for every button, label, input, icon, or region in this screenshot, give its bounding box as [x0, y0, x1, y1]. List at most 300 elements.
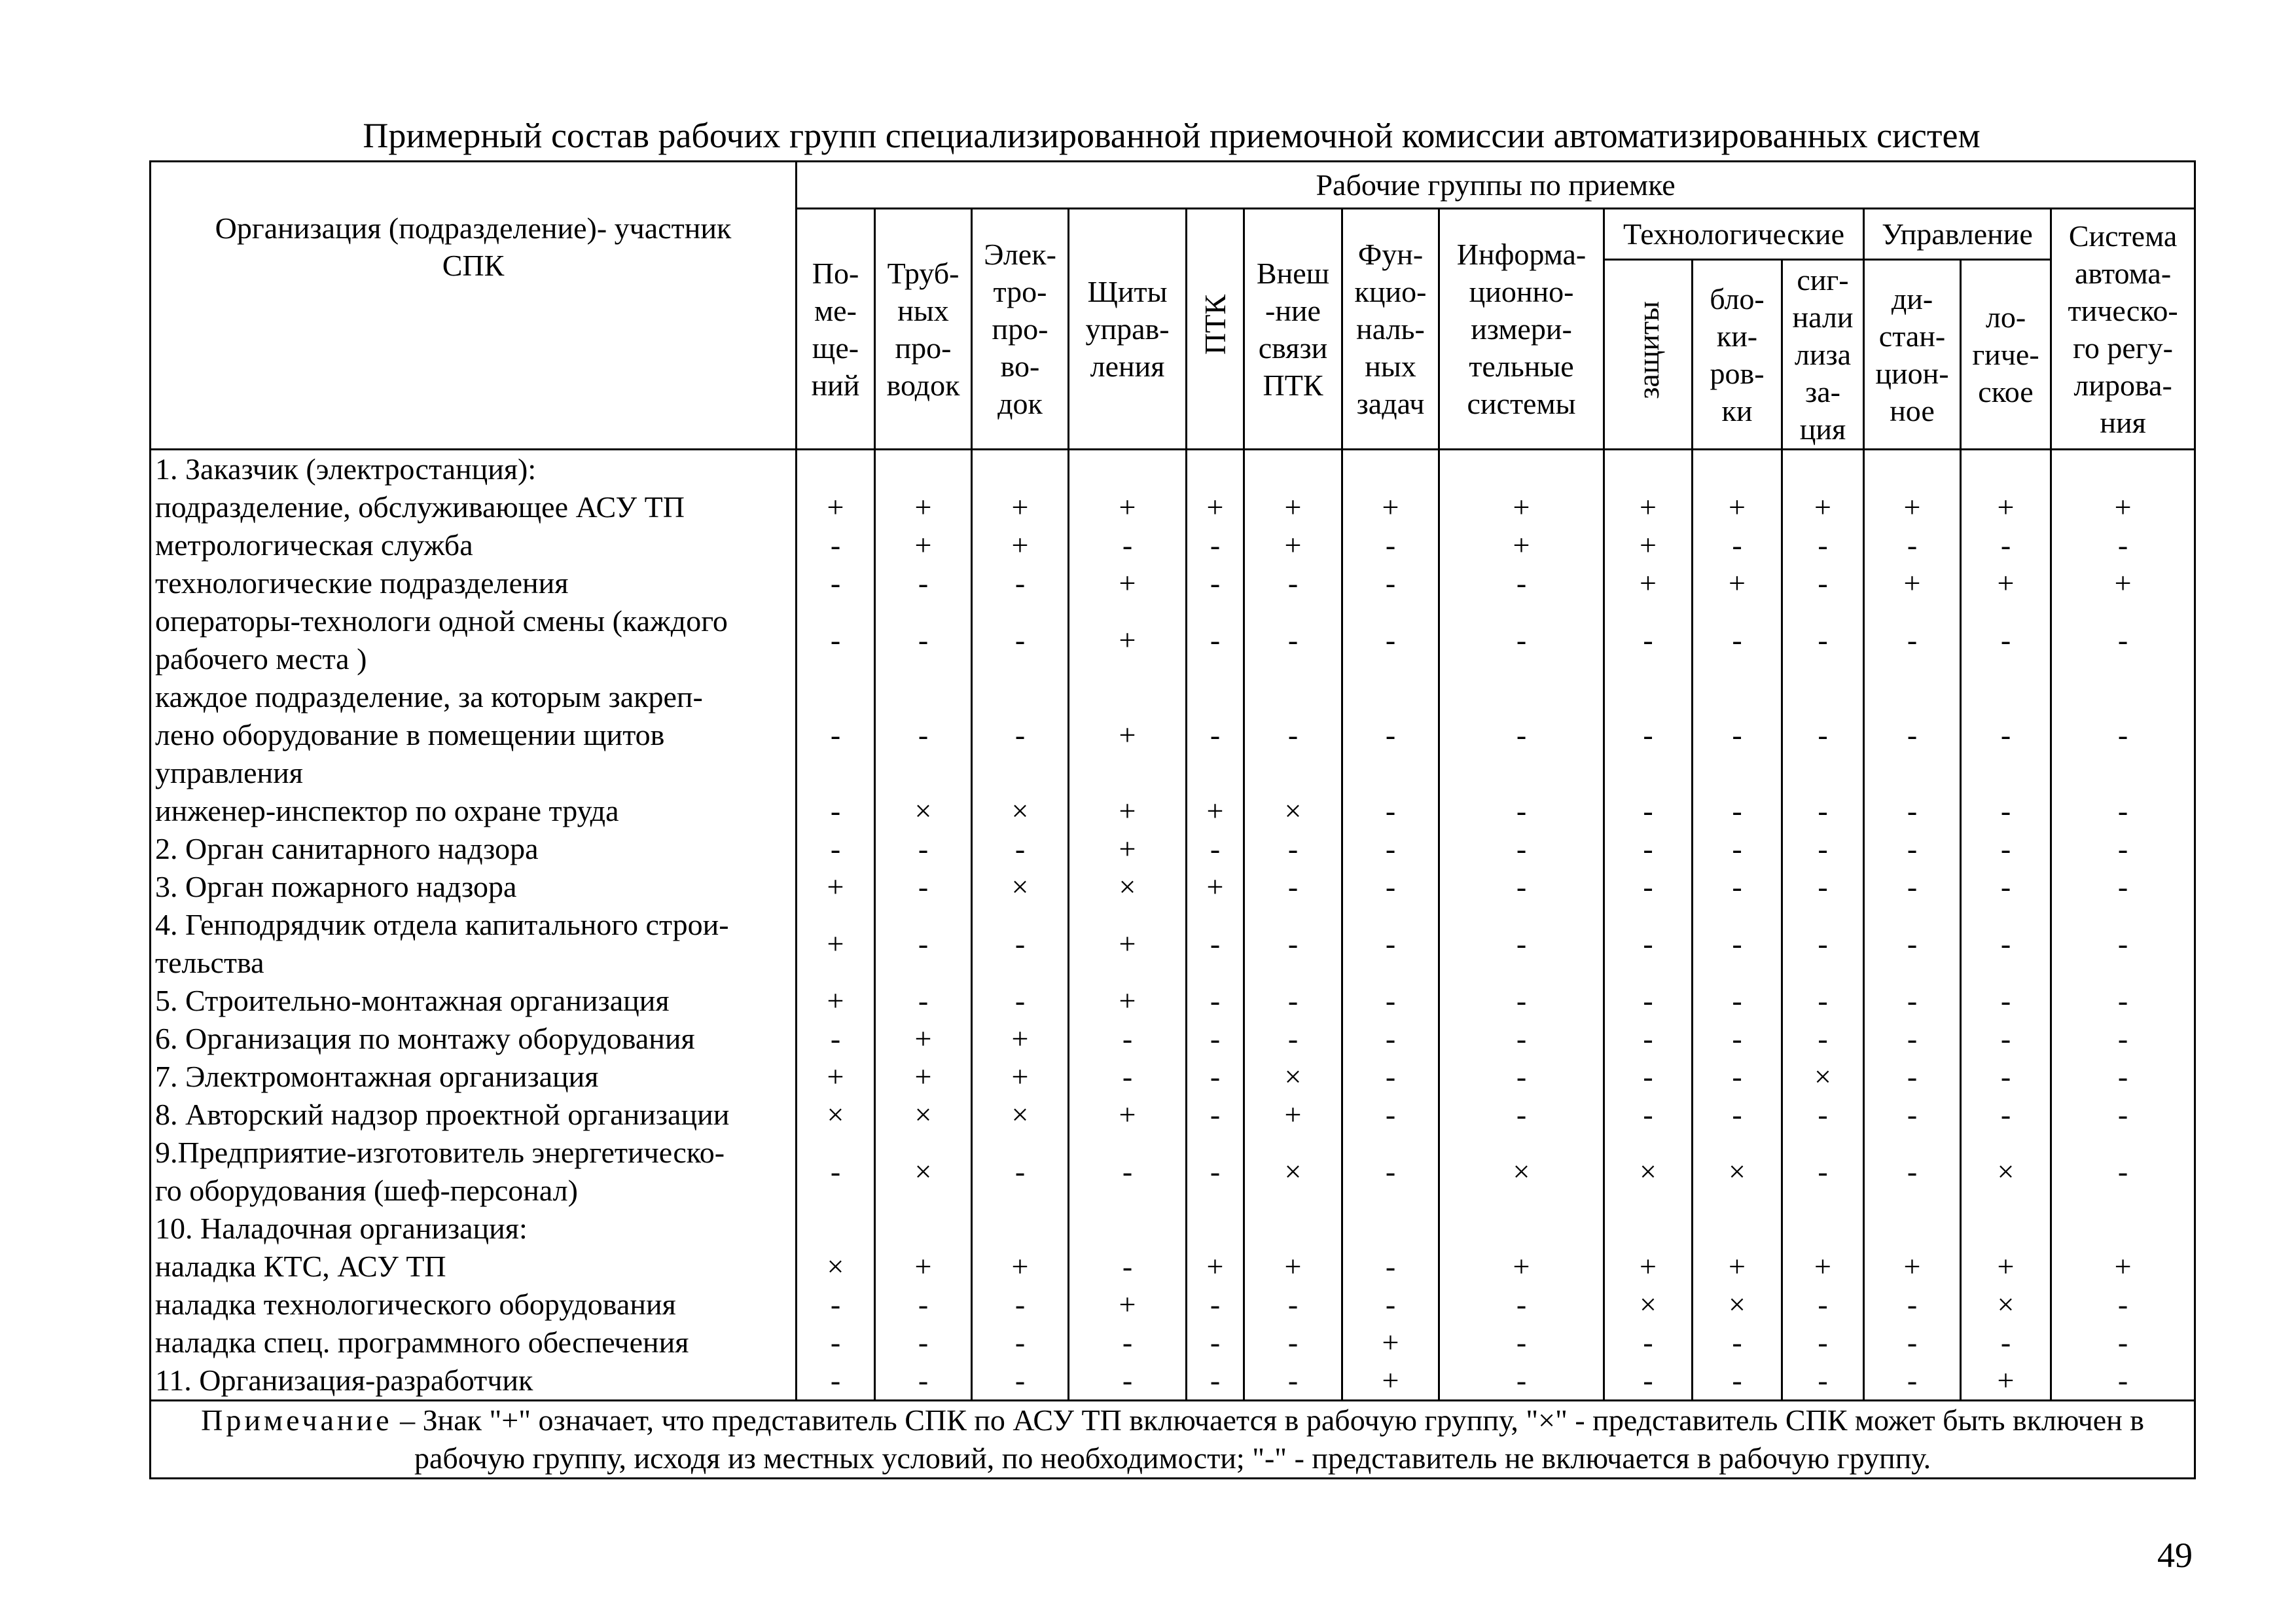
row-value: -: [972, 1134, 1069, 1210]
row-value: [1439, 1210, 1604, 1248]
row-label: 6. Организация по монтажу оборудования: [151, 1020, 797, 1058]
row-value: -: [1187, 1134, 1244, 1210]
header-col: [1604, 260, 1693, 450]
row-value: -: [1069, 1362, 1187, 1401]
row-value: -: [875, 1324, 972, 1362]
row-value: -: [1342, 1134, 1439, 1210]
row-value: -: [1244, 678, 1342, 792]
row-value: +: [1604, 526, 1693, 564]
row-value: +: [972, 1248, 1069, 1286]
row-value: +: [1244, 488, 1342, 526]
row-value: -: [1604, 602, 1693, 678]
row-label: каждое подразделение, за которым закреп- лено оборудование в помещении щитов управления: [151, 678, 797, 792]
row-value: -: [1244, 982, 1342, 1020]
row-value: -: [1782, 906, 1864, 982]
row-value: +: [797, 982, 875, 1020]
header-col: [1961, 260, 2051, 450]
row-value: +: [1782, 488, 1864, 526]
row-value: -: [1342, 678, 1439, 792]
row-value: -: [1342, 526, 1439, 564]
row-value: [1961, 1210, 2051, 1248]
row-value: -: [1604, 868, 1693, 906]
row-value: -: [1961, 1324, 2051, 1362]
row-label: 3. Орган пожарного надзора: [151, 868, 797, 906]
row-value: -: [875, 564, 972, 602]
row-value: -: [1342, 830, 1439, 868]
table-row: [151, 450, 2195, 489]
row-value: -: [1961, 1058, 2051, 1096]
row-value: -: [1244, 1020, 1342, 1058]
row-value: -: [972, 1286, 1069, 1324]
table-row: [151, 488, 2195, 526]
row-label: 4. Генподрядчик отдела капитального строи- тельства: [151, 906, 797, 982]
row-value: ×: [1439, 1134, 1604, 1210]
row-value: +: [1187, 792, 1244, 830]
row-value: ×: [1244, 1058, 1342, 1096]
row-value: -: [2051, 1134, 2195, 1210]
header-organization: [151, 162, 797, 450]
row-label: 9.Предприятие-изготовитель энергетическо- го оборудования (шеф-персонал): [151, 1134, 797, 1210]
row-value: -: [1864, 982, 1961, 1020]
row-value: -: [2051, 1324, 2195, 1362]
row-value: -: [1439, 868, 1604, 906]
row-value: -: [1782, 1134, 1864, 1210]
header-col-label: Система автома- тическо- го регу- лирова- ния: [2068, 219, 2178, 439]
row-value: -: [1244, 1362, 1342, 1401]
row-value: ×: [797, 1248, 875, 1286]
row-value: -: [1187, 1096, 1244, 1134]
row-value: +: [1693, 564, 1782, 602]
row-value: -: [1069, 1324, 1187, 1362]
row-value: -: [797, 830, 875, 868]
row-value: [1604, 1210, 1693, 1248]
row-value: -: [1342, 868, 1439, 906]
row-value: -: [875, 1286, 972, 1324]
row-value: -: [1439, 678, 1604, 792]
row-value: +: [1069, 792, 1187, 830]
row-value: [1693, 1210, 1782, 1248]
row-value: ×: [1961, 1286, 2051, 1324]
row-value: +: [1961, 1248, 2051, 1286]
row-value: -: [1864, 1134, 1961, 1210]
row-value: ×: [1244, 1134, 1342, 1210]
row-value: -: [797, 1286, 875, 1324]
row-value: -: [1342, 982, 1439, 1020]
header-control: Управление: [1864, 209, 2051, 260]
row-value: +: [1782, 1248, 1864, 1286]
row-value: -: [1439, 564, 1604, 602]
header-col-label: ло- гиче- ское: [1972, 300, 2039, 408]
row-value: -: [1782, 1286, 1864, 1324]
row-value: [1342, 1210, 1439, 1248]
row-value: -: [1864, 868, 1961, 906]
row-value: +: [875, 1248, 972, 1286]
row-value: +: [1244, 1096, 1342, 1134]
row-value: +: [1069, 1286, 1187, 1324]
row-value: -: [1961, 1096, 2051, 1134]
row-value: [1864, 450, 1961, 489]
row-value: -: [1439, 1096, 1604, 1134]
row-value: [1244, 1210, 1342, 1248]
row-value: +: [1439, 488, 1604, 526]
row-value: ×: [1069, 868, 1187, 906]
row-label: 7. Электромонтажная организация: [151, 1058, 797, 1096]
row-value: +: [1244, 1248, 1342, 1286]
row-value: -: [1604, 982, 1693, 1020]
row-value: +: [2051, 488, 2195, 526]
header-col-label: Фун- кцио- наль- ных задач: [1354, 238, 1427, 420]
table-row: [151, 678, 2195, 792]
row-value: -: [2051, 792, 2195, 830]
row-value: -: [1864, 602, 1961, 678]
table-note: [151, 1401, 2195, 1479]
row-value: +: [1069, 678, 1187, 792]
row-value: -: [1244, 868, 1342, 906]
row-value: -: [1604, 1362, 1693, 1401]
header-technological: Технологические: [1604, 209, 1864, 260]
row-value: -: [875, 830, 972, 868]
row-value: -: [1864, 1324, 1961, 1362]
row-value: [1069, 1210, 1187, 1248]
row-value: -: [797, 602, 875, 678]
row-value: -: [797, 678, 875, 792]
row-value: ×: [875, 792, 972, 830]
row-value: +: [1864, 488, 1961, 526]
row-value: -: [1439, 792, 1604, 830]
row-label: 5. Строительно-монтажная организация: [151, 982, 797, 1020]
row-value: -: [2051, 1362, 2195, 1401]
row-value: [2051, 1210, 2195, 1248]
row-value: -: [1782, 1362, 1864, 1401]
table-row: [151, 1096, 2195, 1134]
row-value: -: [1961, 602, 2051, 678]
row-label: 10. Наладочная организация:: [151, 1210, 797, 1248]
row-value: -: [1961, 1020, 2051, 1058]
row-value: -: [875, 982, 972, 1020]
row-value: -: [1342, 602, 1439, 678]
table-body: [151, 450, 2195, 1401]
row-value: -: [1693, 602, 1782, 678]
row-value: +: [1961, 564, 2051, 602]
row-value: [1782, 450, 1864, 489]
table-row: [151, 1058, 2195, 1096]
row-value: ×: [1244, 792, 1342, 830]
row-value: -: [1782, 526, 1864, 564]
row-value: -: [1069, 526, 1187, 564]
row-value: +: [972, 1020, 1069, 1058]
row-value: -: [1782, 982, 1864, 1020]
row-value: -: [1693, 1362, 1782, 1401]
row-value: [875, 450, 972, 489]
row-value: ×: [1604, 1286, 1693, 1324]
row-value: [1782, 1210, 1864, 1248]
row-value: -: [1864, 830, 1961, 868]
row-value: -: [2051, 982, 2195, 1020]
header-col: [1187, 209, 1244, 450]
row-value: ×: [1604, 1134, 1693, 1210]
row-value: +: [1342, 488, 1439, 526]
row-value: -: [1342, 906, 1439, 982]
row-value: -: [1342, 564, 1439, 602]
row-value: [972, 450, 1069, 489]
row-value: +: [1864, 564, 1961, 602]
row-value: +: [1604, 564, 1693, 602]
row-value: -: [1439, 982, 1604, 1020]
row-value: -: [1604, 1058, 1693, 1096]
row-value: ×: [1693, 1134, 1782, 1210]
header-col: [1782, 260, 1864, 450]
row-value: -: [2051, 602, 2195, 678]
row-value: +: [1187, 868, 1244, 906]
row-value: ×: [1961, 1134, 2051, 1210]
row-value: +: [1069, 830, 1187, 868]
row-value: -: [1604, 1096, 1693, 1134]
header-organization-label: Организация (подразделение)- участник СПК: [215, 211, 732, 282]
row-value: ×: [1693, 1286, 1782, 1324]
row-value: -: [1961, 982, 2051, 1020]
row-value: -: [972, 830, 1069, 868]
row-value: -: [1187, 1362, 1244, 1401]
row-value: +: [875, 1020, 972, 1058]
row-value: +: [875, 526, 972, 564]
row-value: -: [1782, 1096, 1864, 1134]
row-value: -: [1604, 678, 1693, 792]
header-col-label: бло- ки- ров- ки: [1710, 281, 1765, 427]
row-value: -: [1782, 602, 1864, 678]
row-value: +: [1864, 1248, 1961, 1286]
row-value: -: [1187, 564, 1244, 602]
row-value: -: [875, 906, 972, 982]
table-row: [151, 1210, 2195, 1248]
row-value: -: [972, 906, 1069, 982]
row-label: подразделение, обслуживающее АСУ ТП: [151, 488, 797, 526]
header-col: [1864, 260, 1961, 450]
header-col: [1342, 209, 1439, 450]
row-value: -: [1187, 1324, 1244, 1362]
row-value: -: [972, 564, 1069, 602]
row-value: -: [1604, 830, 1693, 868]
row-value: -: [1782, 868, 1864, 906]
row-value: -: [797, 526, 875, 564]
row-value: -: [1693, 1096, 1782, 1134]
table-row: [151, 830, 2195, 868]
page-number: 49: [2157, 1536, 2193, 1575]
row-value: -: [972, 602, 1069, 678]
note-prefix: Примечание: [201, 1403, 393, 1437]
row-value: -: [1782, 1324, 1864, 1362]
row-value: +: [1069, 982, 1187, 1020]
row-label: технологические подразделения: [151, 564, 797, 602]
header-col-label: По- ме- ще- ний: [811, 256, 860, 402]
note-text: – Знак "+" означает, что представитель СПК по АСУ ТП включается в рабочую группу, "×" - представитель СПК может быть включен в рабочую группу, исходя из местных условий, по необходимости; "-" - представитель не включается в рабочую группу.: [392, 1403, 2145, 1475]
row-value: -: [1187, 678, 1244, 792]
table-row: [151, 792, 2195, 830]
row-value: -: [1439, 906, 1604, 982]
row-value: -: [1342, 792, 1439, 830]
row-value: -: [875, 868, 972, 906]
row-label: 11. Организация-разработчик: [151, 1362, 797, 1401]
row-value: -: [972, 1362, 1069, 1401]
table-row: [151, 1134, 2195, 1210]
row-value: -: [1244, 1286, 1342, 1324]
header-col-label: Внеш -ние связи ПТК: [1256, 256, 1330, 402]
row-value: -: [1782, 564, 1864, 602]
table-title: Примерный состав рабочих групп специализированной приемочной комиссии автоматизированных систем: [363, 116, 1981, 155]
row-value: -: [1782, 678, 1864, 792]
table-row: [151, 982, 2195, 1020]
row-value: [1187, 450, 1244, 489]
row-value: [797, 450, 875, 489]
row-value: -: [1961, 830, 2051, 868]
table-row: [151, 906, 2195, 982]
row-value: -: [1069, 1134, 1187, 1210]
header-col: [797, 209, 875, 450]
row-value: -: [1069, 1020, 1187, 1058]
row-value: -: [1069, 1058, 1187, 1096]
row-value: [1693, 450, 1782, 489]
row-value: -: [1187, 1020, 1244, 1058]
row-label: наладка технологического оборудования: [151, 1286, 797, 1324]
row-value: +: [1069, 488, 1187, 526]
row-value: -: [1961, 526, 2051, 564]
row-value: +: [1069, 906, 1187, 982]
row-value: -: [875, 1362, 972, 1401]
row-value: +: [1693, 1248, 1782, 1286]
row-value: -: [1782, 830, 1864, 868]
row-value: [1244, 450, 1342, 489]
row-value: -: [1439, 830, 1604, 868]
row-value: -: [1864, 906, 1961, 982]
row-value: -: [1961, 906, 2051, 982]
row-value: -: [1693, 1020, 1782, 1058]
row-value: +: [1604, 1248, 1693, 1286]
row-value: -: [1604, 1324, 1693, 1362]
header-col-label: Информа- ционно- измери- тельные системы: [1456, 238, 1587, 420]
row-value: -: [1693, 830, 1782, 868]
row-value: +: [1693, 488, 1782, 526]
row-value: +: [797, 1058, 875, 1096]
row-value: -: [1864, 1058, 1961, 1096]
row-label: метрологическая служба: [151, 526, 797, 564]
header-work-groups: Рабочие группы по приемке: [797, 162, 2195, 209]
row-value: +: [2051, 564, 2195, 602]
row-value: -: [797, 1020, 875, 1058]
row-label: инженер-инспектор по охране труда: [151, 792, 797, 830]
row-value: -: [797, 1362, 875, 1401]
row-value: -: [1244, 564, 1342, 602]
commission-table: [149, 160, 2196, 1479]
row-value: +: [1604, 488, 1693, 526]
row-value: -: [1069, 1248, 1187, 1286]
row-value: [1342, 450, 1439, 489]
row-value: -: [1782, 1020, 1864, 1058]
row-value: -: [1439, 1020, 1604, 1058]
row-value: ×: [972, 792, 1069, 830]
row-value: [1069, 450, 1187, 489]
row-value: -: [1244, 906, 1342, 982]
row-value: ×: [1782, 1058, 1864, 1096]
row-value: [1439, 450, 1604, 489]
header-col-label: сиг- нали лиза за- ция: [1792, 263, 1854, 446]
row-value: -: [1693, 906, 1782, 982]
row-value: -: [2051, 678, 2195, 792]
header-col-label-vertical: ПТК: [1198, 295, 1232, 355]
row-value: -: [1439, 1362, 1604, 1401]
row-value: +: [1439, 526, 1604, 564]
row-value: +: [972, 526, 1069, 564]
row-value: +: [972, 1058, 1069, 1096]
row-label: операторы-технологи одной смены (каждого рабочего места ): [151, 602, 797, 678]
row-value: +: [1961, 488, 2051, 526]
table-row: [151, 1020, 2195, 1058]
row-value: +: [972, 488, 1069, 526]
row-value: -: [2051, 1096, 2195, 1134]
row-value: -: [1693, 868, 1782, 906]
row-value: -: [1244, 602, 1342, 678]
row-value: -: [2051, 1286, 2195, 1324]
row-value: -: [972, 1324, 1069, 1362]
row-value: +: [875, 488, 972, 526]
row-value: -: [1342, 1096, 1439, 1134]
header-col-label-vertical: защиты: [1631, 301, 1665, 399]
header-col: [1244, 209, 1342, 450]
row-value: -: [2051, 906, 2195, 982]
row-value: -: [1961, 678, 2051, 792]
row-value: ×: [797, 1096, 875, 1134]
header-col-label: Элек- тро- про- во- док: [984, 238, 1056, 420]
row-value: -: [797, 792, 875, 830]
header-col-label: Труб- ных про- водок: [886, 256, 960, 402]
row-value: +: [875, 1058, 972, 1096]
row-value: -: [1864, 1286, 1961, 1324]
row-value: [797, 1210, 875, 1248]
row-value: -: [2051, 1020, 2195, 1058]
table-row: [151, 868, 2195, 906]
row-value: +: [1342, 1324, 1439, 1362]
row-value: -: [1342, 1020, 1439, 1058]
row-value: [1187, 1210, 1244, 1248]
row-value: -: [1864, 526, 1961, 564]
row-value: ×: [972, 868, 1069, 906]
row-value: -: [972, 982, 1069, 1020]
row-value: +: [1187, 488, 1244, 526]
row-value: -: [972, 678, 1069, 792]
header-col: [875, 209, 972, 450]
row-label: 1. Заказчик (электростанция):: [151, 450, 797, 489]
row-value: -: [1187, 906, 1244, 982]
row-value: [972, 1210, 1069, 1248]
row-value: -: [1187, 526, 1244, 564]
row-value: ×: [972, 1096, 1069, 1134]
row-value: -: [1604, 906, 1693, 982]
header-col-label: Щиты управ- ления: [1085, 275, 1170, 383]
row-value: -: [1693, 678, 1782, 792]
table-row: [151, 526, 2195, 564]
row-label: 8. Авторский надзор проектной организации: [151, 1096, 797, 1134]
row-value: ×: [875, 1134, 972, 1210]
row-value: -: [1961, 868, 2051, 906]
row-value: -: [1187, 982, 1244, 1020]
row-value: -: [1342, 1058, 1439, 1096]
row-value: [1864, 1210, 1961, 1248]
row-value: +: [1961, 1362, 2051, 1401]
row-label: наладка спец. программного обеспечения: [151, 1324, 797, 1362]
row-value: -: [1187, 1286, 1244, 1324]
row-label: наладка КТС, АСУ ТП: [151, 1248, 797, 1286]
header-col-label: ди- стан- цион- ное: [1875, 281, 1949, 427]
row-value: +: [1069, 1096, 1187, 1134]
table-row: [151, 1324, 2195, 1362]
